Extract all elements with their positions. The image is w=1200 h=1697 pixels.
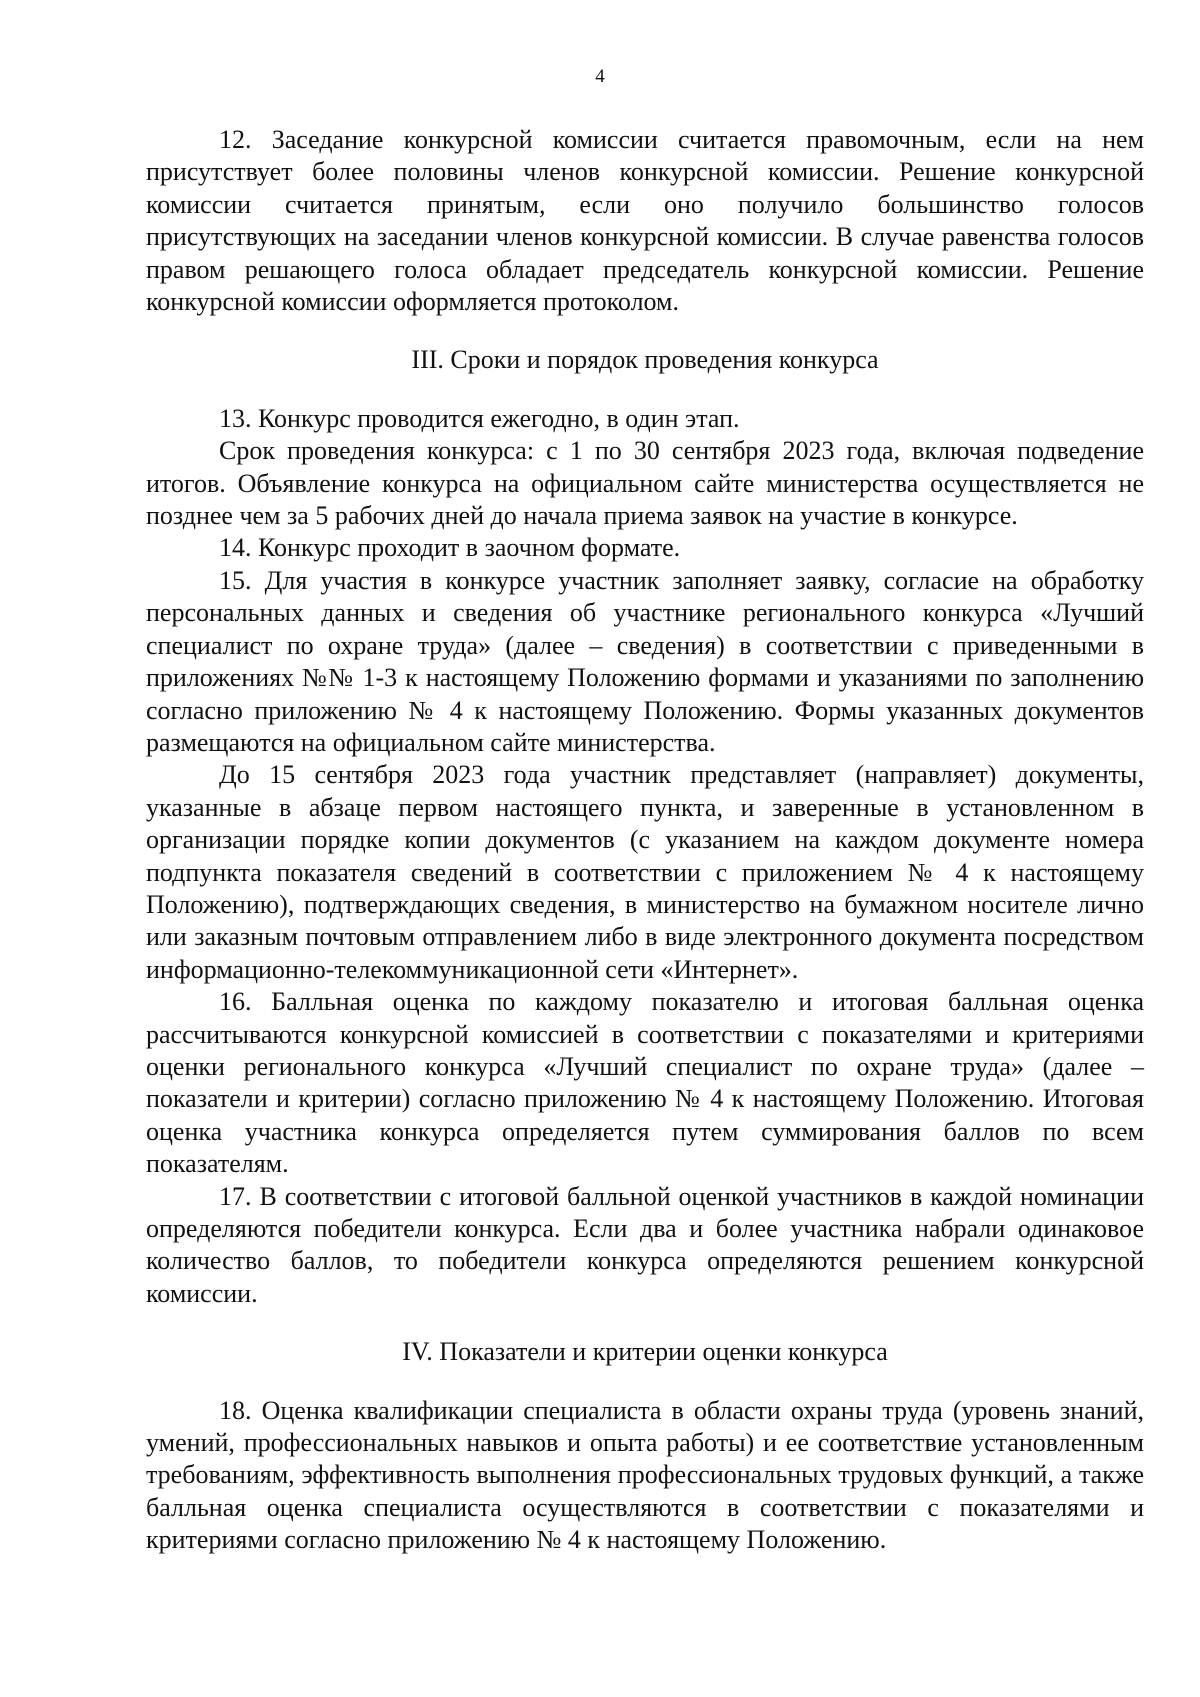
page-number: 4	[595, 66, 605, 87]
paragraph-15: 15. Для участия в конкурсе участник заполняет заявку, согласие на обработку персональных данных и сведения об участнике регионального конкурса «Лучший специалист по охране труда» (далее – сведения) в соответствии с приведенными в приложениях №№ 1-3 к настоящему Положению формами и указаниями по заполнению согласно приложению № 4 к настоящему Положению. Формы указанных документов размещаются на официальном сайте министерства.	[146, 565, 1144, 757]
paragraph-17: 17. В соответствии с итоговой балльной оценкой участников в каждой номинации определяются победители конкурса. Если два и более участника набрали одинаковое количество баллов, то победители конкурса определяются решением конкурсной комиссии.	[146, 1181, 1144, 1308]
paragraph-15-submission: До 15 сентября 2023 года участник представляет (направляет) документы, указанные в абзаце первом настоящего пункта, и заверенные в установленном в организации порядке копии документов (с указанием на каждом документе номера подпункта показателя сведений в соответствии с приложением № 4 к настоящему Положению), подтверждающих сведения, в министерство на бумажном носителе лично или заказным почтовым отправлением либо в виде электронного документа посредством информационно-телекоммуникационной сети «Интернет».	[146, 760, 1144, 984]
paragraph-14: 14. Конкурс проходит в заочном формате.	[219, 533, 681, 563]
paragraph-18: 18. Оценка квалификации специалиста в области охраны труда (уровень знаний, умений, профессиональных навыков и опыта работы) и ее соответствие установленным требованиям, эффективность выполнения профессиональных трудовых функций, а также балльная оценка специалиста осуществляются в соответствии с показателями и критериями согласно приложению № 4 к настоящему Положению.	[146, 1395, 1144, 1555]
paragraph-16: 16. Балльная оценка по каждому показателю и итоговая балльная оценка рассчитываются конкурсной комиссией в соответствии с показателями и критериями оценки регионального конкурса «Лучший специалист по охране труда» (далее – показатели и критерии) согласно приложению № 4 к настоящему Положению. Итоговая оценка участника конкурса определяется путем суммирования баллов по всем показателям.	[146, 987, 1144, 1179]
paragraph-12: 12. Заседание конкурсной комиссии считается правомочным, если на нем присутствует более половины членов конкурсной комиссии. Решение конкурсной комиссии считается принятым, если оно получило большинство голосов присутствующих на заседании членов конкурсной комиссии. В случае равенства голосов правом решающего голоса обладает председатель конкурсной комиссии. Решение конкурсной комиссии оформляется протоколом.	[146, 125, 1144, 317]
section-heading-4: IV. Показатели и критерии оценки конкурса	[402, 1337, 888, 1367]
section-heading-3: III. Сроки и порядок проведения конкурса	[411, 345, 879, 375]
document-body	[146, 124, 1144, 1557]
paragraph-13: 13. Конкурс проводится ежегодно, в один этап.	[219, 403, 740, 433]
paragraph-13-period: Срок проведения конкурса: с 1 по 30 сентября 2023 года, включая подведение итогов. Объявление конкурса на официальном сайте министерства осуществляется не позднее чем за 5 рабочих дней до начала приема заявок на участие в конкурсе.	[146, 436, 1144, 531]
